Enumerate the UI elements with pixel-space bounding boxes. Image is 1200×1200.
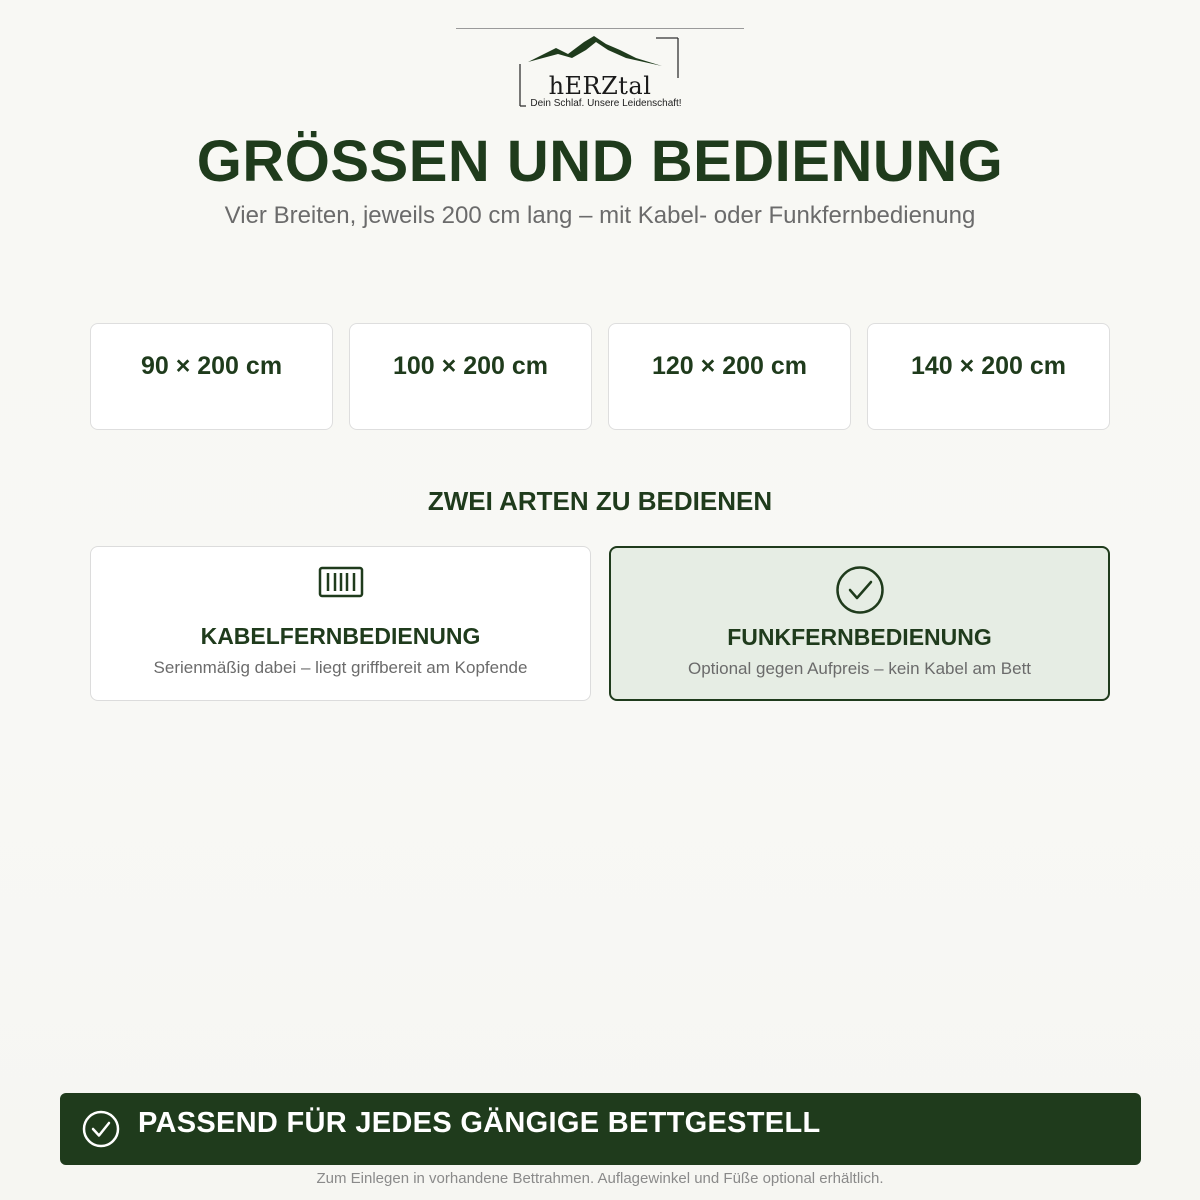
banner-text: PASSEND FÜR JEDES GÄNGIGE BETTGESTELL <box>138 1107 821 1139</box>
radio-remote-description: Optional gegen Aufpreis – kein Kabel am Bett <box>687 659 1032 678</box>
radio-remote-card <box>609 546 1110 701</box>
logo-tagline: Dein Schlaf. Unsere Leidenschaft! <box>530 98 682 109</box>
cable-remote-title: KABELFERNBEDIENUNG <box>200 623 481 649</box>
check-circle-icon <box>835 565 885 615</box>
size-card-100 <box>349 323 592 430</box>
radio-remote-title: FUNKFERNBEDIENUNG <box>727 624 992 650</box>
size-label: 100 × 200 cm <box>393 352 548 380</box>
footnote: Zum Einlegen in vorhandene Bettrahmen. Auflagewinkel und Füße optional erhältlich. <box>316 1170 884 1187</box>
compatibility-banner <box>60 1093 1141 1165</box>
size-card-90 <box>90 323 333 430</box>
cable-remote-description: Serienmäßig dabei – liegt griffbereit am Kopfende <box>153 658 528 677</box>
size-card-140 <box>867 323 1110 430</box>
remote-control-icon <box>318 565 364 599</box>
page-subtitle: Vier Breiten, jeweils 200 cm lang – mit Kabel- oder Funkfernbedienung <box>224 202 976 229</box>
size-label: 140 × 200 cm <box>911 352 1066 380</box>
check-circle-icon <box>82 1110 120 1148</box>
cable-remote-card <box>90 546 591 701</box>
size-card-120 <box>608 323 851 430</box>
brand-logo <box>456 28 744 118</box>
logo-wordmark: hERZtal <box>548 72 652 100</box>
size-label: 90 × 200 cm <box>140 352 283 380</box>
page-title: GRÖSSEN UND BEDIENUNG <box>196 129 1004 194</box>
section-title-operation: ZWEI ARTEN ZU BEDIENEN <box>427 486 773 516</box>
size-label: 120 × 200 cm <box>652 352 807 380</box>
